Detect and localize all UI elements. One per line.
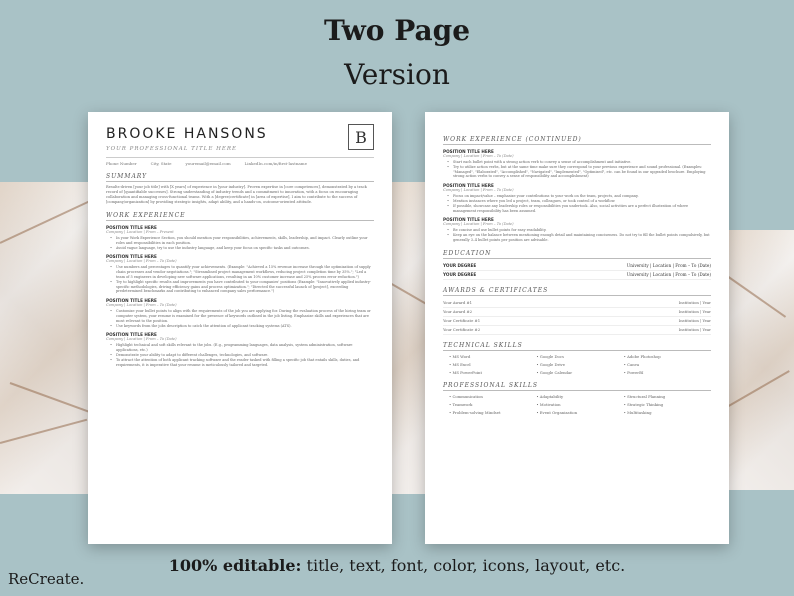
award-row bbox=[443, 299, 711, 308]
bullet-item: • Use numbers and percentages to quantify your achievements. (Example: "Achieved a 15% revenue increase through the optimization of supply chain processes and vendor negotiations."; "Streamlined project management workflows, reducing project completion time by 35%."; "Led a team of 5 engineers in developing new software applications, resulting in an 10% customer increase and 25% process error reduction.") bbox=[116, 265, 374, 279]
skill-item: • Adaptability bbox=[536, 394, 623, 399]
skill-item: • PowerBI bbox=[624, 370, 711, 375]
award-detail: Institution | Year bbox=[678, 309, 711, 315]
work-experience-heading: WORK EXPERIENCE bbox=[106, 212, 374, 221]
skill-item: • Structural Planning bbox=[624, 394, 711, 399]
position-title: POSITION TITLE HERE bbox=[106, 332, 157, 338]
bullet-item: • Try to utilize action verbs, but at the same time make sure they correspond to your previous experience and sound professional. (Examples: "Managed", "Elaborated", "Accomplished", "Navigated", "Implemented", "Optimized", etc. can be found in our upgraded brochure. Employing strong action verbs to convey a sense of responsibility and accomplishment) bbox=[453, 165, 711, 179]
bullet-item: • Mention instances where you led a project, team, colleagues, or took control of a workflow. bbox=[453, 199, 711, 204]
professional-skills-grid bbox=[443, 394, 711, 415]
summary-heading: SUMMARY bbox=[106, 173, 374, 182]
contact-email: youremail@email.com bbox=[185, 161, 231, 166]
bullet-item: • Be concise and use bullet points for easy readability. bbox=[453, 228, 711, 233]
footer-caption bbox=[0, 556, 794, 575]
contact-phone: Phone Number bbox=[106, 161, 137, 166]
position-block bbox=[106, 254, 374, 294]
position-meta: Company | Location | From – To (Date) bbox=[106, 303, 177, 308]
bullet-item: • Customize your bullet points to align with the requirements of the job you are applying for. During the evaluation process of the hiring team or computer system, your resume is examined for the presence of keywords outlined in the job listing. Emphasize skills and experiences that are most relevant to the position. bbox=[116, 309, 374, 323]
position-block bbox=[106, 225, 374, 250]
bullet-item: • Avoid vague language, try to use the industry language, and keep your focus on specific tasks and outcomes. bbox=[116, 246, 374, 251]
skill-item: • Problem-solving Mindset bbox=[449, 410, 536, 415]
hero-subtitle: Version bbox=[344, 58, 450, 91]
footer-rest: title, text, font, color, icons, layout, etc. bbox=[301, 556, 626, 575]
bullet-item: • Focus on impact/value – emphasize your contributions to your work on the team, projects, and company. bbox=[453, 194, 711, 199]
skill-item: • Teamwork bbox=[449, 402, 536, 407]
resume-page-1 bbox=[88, 112, 392, 544]
awards-heading: AWARDS & CERTIFICATES bbox=[443, 287, 711, 296]
skill-item: • Strategic Thinking bbox=[624, 402, 711, 407]
hero-title: Two Page bbox=[323, 14, 471, 47]
skill-item: • Event Organization bbox=[536, 410, 623, 415]
award-name: Your Award #1 bbox=[443, 300, 473, 306]
brand-logo: ReCreate. bbox=[8, 570, 85, 588]
resume-name: BROOKE HANSONS bbox=[106, 126, 268, 142]
skill-item: • Google Docs bbox=[536, 354, 623, 359]
bullet-item: • To attract the attention of both applicant tracking software and the reader tasked with filling a specific job that entails skills, duties, and requirements, it is imperative that your resume is meticulously tailored and targeted. bbox=[116, 358, 374, 368]
bullet-item: • Start each bullet point with a strong action verb to convey a sense of accomplishment and initiative. bbox=[453, 160, 711, 165]
award-detail: Institution | Year bbox=[678, 300, 711, 306]
monogram-logo: B bbox=[348, 124, 374, 150]
award-row bbox=[443, 317, 711, 326]
marble-background-middle bbox=[390, 182, 430, 494]
skill-item: • Canva bbox=[624, 362, 711, 367]
education-row bbox=[443, 271, 711, 280]
position-block bbox=[106, 332, 374, 367]
marble-background-left bbox=[0, 182, 100, 494]
degree-detail: University | Location | From – To (Date) bbox=[626, 272, 711, 278]
award-name: Your Certificate #2 bbox=[443, 327, 481, 333]
bullet-item: • Use keywords from the jobs description to catch the attention of applicant tracking systems (ATS). bbox=[116, 324, 374, 329]
bullet-item: • Highlight technical and soft skills relevant to the jobs. (E.g., programming languages, data analysis, system administration, software applications, etc.) bbox=[116, 343, 374, 353]
skill-item: • MS Word bbox=[449, 354, 536, 359]
contact-linkedin: LinkedIn.com/in/first-lastname bbox=[244, 161, 307, 166]
award-row bbox=[443, 326, 711, 335]
degree-detail: University | Location | From – To (Date) bbox=[626, 263, 711, 269]
position-title: POSITION TITLE HERE bbox=[443, 149, 494, 154]
position-block bbox=[443, 183, 711, 213]
position-meta: Company | Location | From – Present bbox=[106, 230, 174, 234]
degree-name: YOUR DEGREE bbox=[443, 272, 477, 278]
position-block bbox=[106, 298, 374, 328]
technical-skills-grid bbox=[443, 354, 711, 375]
resume-job-title: YOUR PROFESSIONAL TITLE HERE bbox=[106, 146, 238, 152]
resume-page-2 bbox=[425, 112, 729, 544]
position-meta: Company | Location | From – To (Date) bbox=[106, 259, 177, 264]
contact-line bbox=[106, 157, 374, 166]
skill-item: • Communication bbox=[449, 394, 536, 399]
award-detail: Institution | Year bbox=[678, 327, 711, 333]
award-detail: Institution | Year bbox=[678, 318, 711, 324]
education-heading: EDUCATION bbox=[443, 250, 711, 259]
footer-bold: 100% editable: bbox=[168, 556, 302, 575]
work-experience-continued-heading: WORK EXPERIENCE (CONTINUED) bbox=[443, 136, 711, 145]
bullet-item: • Keep an eye on the balance between mentioning enough detail and maintaining conciseness. Do not try to fill the bullet points compulsively, but generally 3–4 bullet points per position are advisable. bbox=[453, 233, 711, 243]
contact-city: City, State bbox=[150, 161, 172, 166]
position-title: POSITION TITLE HERE bbox=[443, 183, 494, 189]
position-meta: Company | Location | From – To (Date) bbox=[443, 222, 514, 227]
bullet-item: • In your Work Experience Section, you should mention your responsibilities, achievements, skills, leadership, and impact. Clearly outline your roles and responsibilities in each position. bbox=[116, 236, 374, 246]
position-block bbox=[443, 149, 711, 179]
position-meta: Company | Location | From – To (Date) bbox=[106, 337, 177, 342]
bullet-item: • Demonstrate your ability to adapt to different challenges, technologies, and software. bbox=[116, 353, 374, 358]
skill-item: • Google Drive bbox=[536, 362, 623, 367]
position-block bbox=[443, 217, 711, 242]
position-meta: Company | Location | From – To (Date) bbox=[443, 188, 514, 193]
position-title: POSITION TITLE HERE bbox=[106, 254, 157, 260]
professional-skills-heading: PROFESSIONAL SKILLS bbox=[443, 382, 711, 391]
skill-item: • MS Excel bbox=[449, 362, 536, 367]
skill-item: • Google Calendar bbox=[536, 370, 623, 375]
skill-item: • Adobe Photoshop bbox=[624, 354, 711, 359]
technical-skills-heading: TECHNICAL SKILLS bbox=[443, 342, 711, 351]
marble-background-right bbox=[720, 230, 794, 490]
position-title: POSITION TITLE HERE bbox=[106, 225, 157, 230]
education-row bbox=[443, 262, 711, 271]
bullet-item: • If possible, showcase any leadership roles or responsibilities you undertook. Also, social activities are a perfect illustration of where management responsibility has been assumed. bbox=[453, 204, 711, 214]
award-row bbox=[443, 308, 711, 317]
bullet-item: • Try to highlight specific results and improvements you have contributed to your companies' positions (Example: "Innovatively applied industry-specific methodologies, driving efficiency gains and process optimization."; "Directed the successful launch of [project], exceeding predetermined benchmarks and contributing to enhanced company sales performance.") bbox=[116, 280, 374, 294]
position-title: POSITION TITLE HERE bbox=[106, 298, 157, 304]
degree-name: YOUR DEGREE bbox=[443, 263, 477, 269]
award-name: Your Award #2 bbox=[443, 309, 473, 315]
award-name: Your Certificate #1 bbox=[443, 318, 481, 324]
skill-item: • MS PowerPoint bbox=[449, 370, 536, 375]
position-meta: Company | Location | From – To (Date) bbox=[443, 154, 514, 158]
position-title: POSITION TITLE HERE bbox=[443, 217, 494, 223]
skill-item: • Multitasking bbox=[624, 410, 711, 415]
summary-text: Results-driven [your job title] with [X years] of experience in [your industry]. Proven expertise in [core competences], demonstrated by a track record of [quantifiable successes]. Strong understanding of industry trends and a commitment to innovation, with a focus on encouraging collaboration and managing cross-functional teams. With a [degree/certificate] in [area of expertise], I aim to contribute to the success of [company/organization] by providing strategic insights, adapt ability, and a hands-on, outcome-oriented attitude. bbox=[106, 185, 367, 204]
skill-item: • Motivation bbox=[536, 402, 623, 407]
